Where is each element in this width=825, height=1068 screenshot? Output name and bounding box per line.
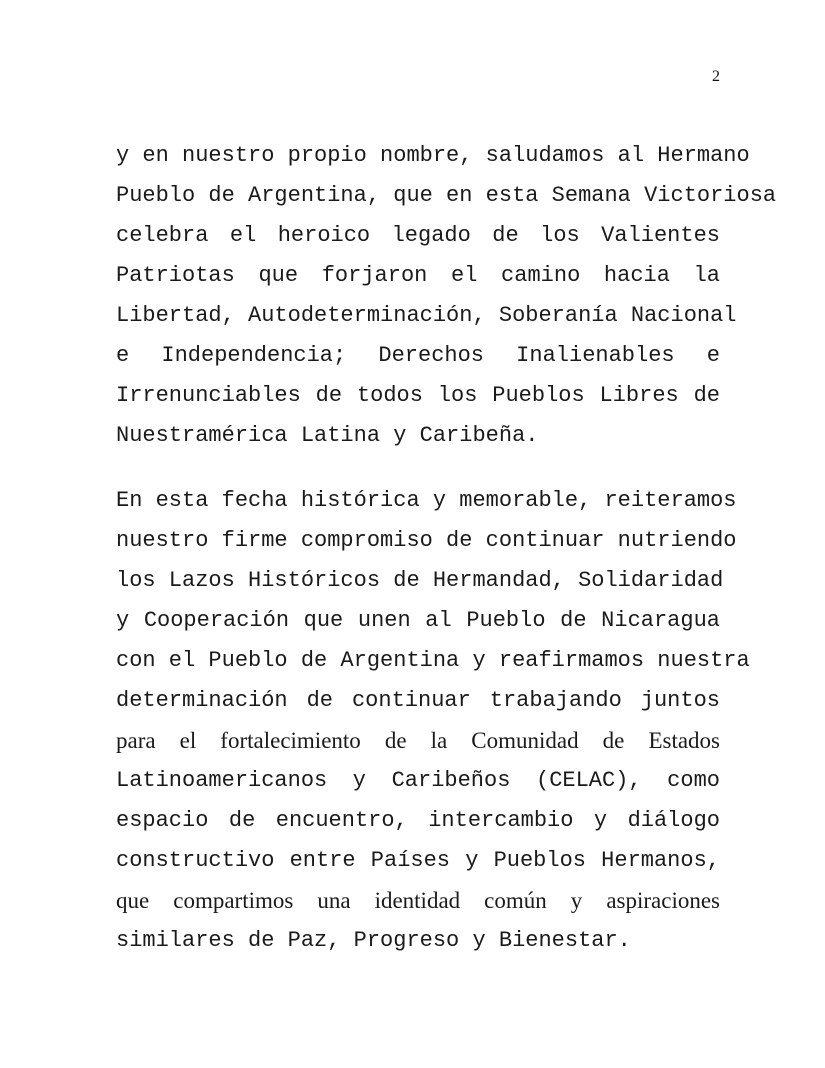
paragraph-line: celebra el heroico legado de los Valientes: [116, 223, 720, 248]
paragraph-line: Patriotas que forjaron el camino hacia la: [116, 263, 720, 288]
paragraph-line: con el Pueblo de Argentina y reafirmamos nuestra: [116, 648, 750, 673]
paragraph-line: y Cooperación que unen al Pueblo de Nicaragua: [116, 608, 720, 633]
paragraph-line: Latinoamericanos y Caribeños (CELAC), como: [116, 768, 720, 793]
paragraph-line: e Independencia; Derechos Inalienables e: [116, 343, 720, 368]
paragraph-line: para el fortalecimiento de la Comunidad de Estados: [116, 728, 720, 753]
paragraph-line: En esta fecha histórica y memorable, reiteramos: [116, 488, 737, 513]
paragraph-2: [116, 488, 750, 968]
paragraph-line: constructivo entre Países y Pueblos Hermanos,: [116, 848, 720, 873]
paragraph-line: que compartimos una identidad común y aspiraciones: [116, 888, 720, 913]
paragraph-line: Libertad, Autodeterminación, Soberanía Nacional: [116, 303, 737, 328]
page-number: 2: [712, 68, 720, 85]
paragraph-line: Nuestramérica Latina y Caribeña.: [116, 423, 539, 448]
paragraph-line: similares de Paz, Progreso y Bienestar.: [116, 928, 631, 953]
paragraph-line: determinación de continuar trabajando juntos: [116, 688, 720, 713]
paragraph-line: Pueblo de Argentina, que en esta Semana Victoriosa: [116, 183, 777, 208]
paragraph-line: y en nuestro propio nombre, saludamos al Hermano: [116, 143, 750, 168]
paragraph-line: Irrenunciables de todos los Pueblos Libres de: [116, 383, 720, 408]
paragraph-line: espacio de encuentro, intercambio y diálogo: [116, 808, 720, 833]
paragraph-line: los Lazos Históricos de Hermandad, Solidaridad: [116, 568, 724, 593]
paragraph-line: nuestro firme compromiso de continuar nutriendo: [116, 528, 737, 553]
paragraph-1: [116, 143, 777, 463]
